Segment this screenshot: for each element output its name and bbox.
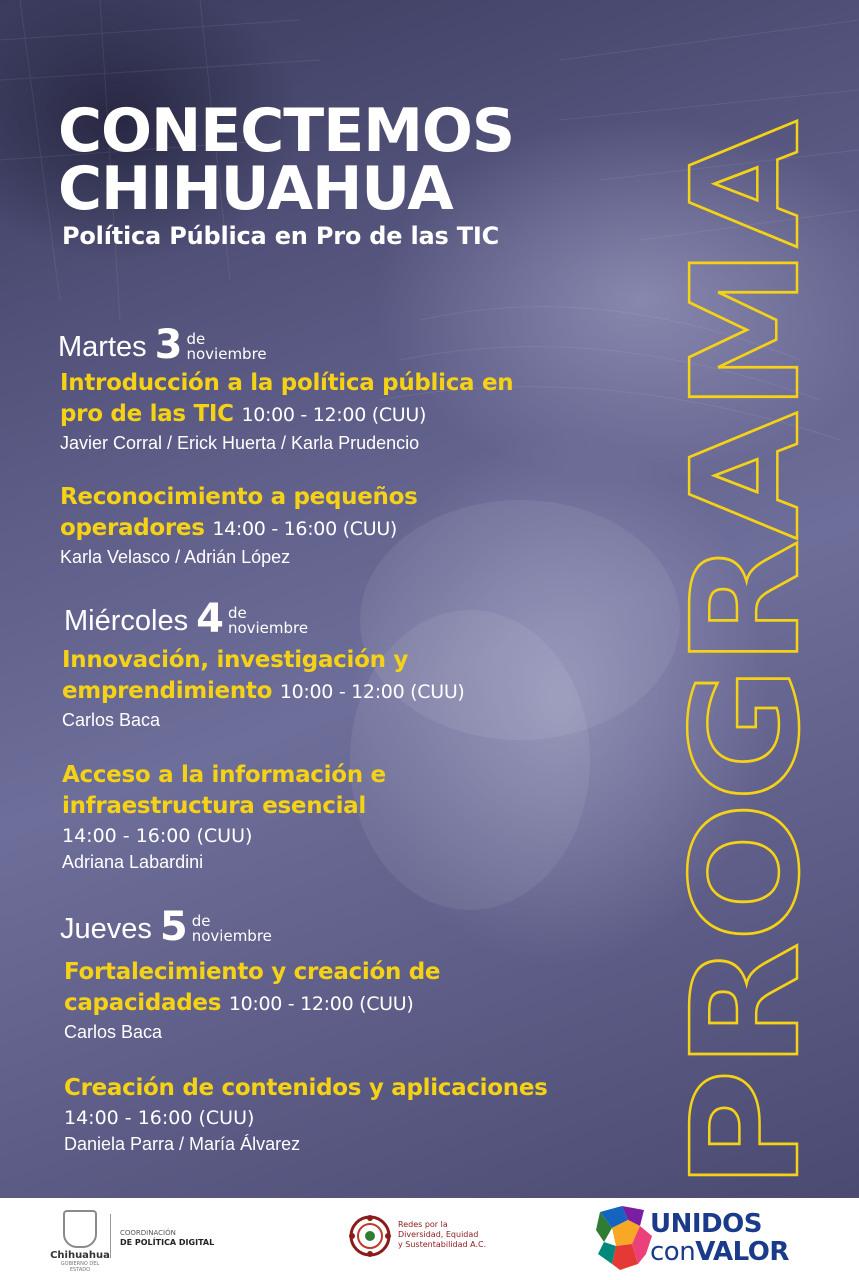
day-number: 4 xyxy=(196,596,224,642)
session-title-line: Reconocimiento a pequeños xyxy=(60,484,418,510)
page-subtitle: Política Pública en Pro de las TIC xyxy=(62,222,500,250)
session-title-line xyxy=(64,988,440,1020)
day-heading-martes xyxy=(58,322,267,368)
title-line-2: CHIHUAHUA xyxy=(58,154,453,224)
day-month xyxy=(228,606,308,638)
session-item xyxy=(64,957,440,1044)
session-item xyxy=(62,760,386,874)
day-month xyxy=(186,332,266,364)
session-title-line xyxy=(60,399,513,431)
day-name: Miércoles xyxy=(64,605,189,637)
chihuahua-logo xyxy=(50,1210,110,1273)
session-title-line: infraestructura esencial xyxy=(62,793,366,819)
session-time: 10:00 - 12:00 (CUU) xyxy=(228,993,414,1015)
coord-line-1: COORDINACIÓN xyxy=(120,1229,176,1237)
session-item xyxy=(64,1073,548,1156)
month-prefix: de xyxy=(191,912,211,930)
month-name: noviembre xyxy=(227,619,309,637)
session-item xyxy=(60,482,417,569)
session-item xyxy=(60,368,513,455)
session-speakers: Daniela Parra / María Álvarez xyxy=(64,1134,301,1154)
session-speakers: Carlos Baca xyxy=(62,710,161,730)
day-heading-jueves xyxy=(60,904,272,950)
unidos-line-2 xyxy=(650,1238,789,1266)
session-time: 14:00 - 16:00 (CUU) xyxy=(62,825,253,847)
footer-logos xyxy=(0,1198,859,1280)
month-prefix: de xyxy=(186,330,206,348)
chihuahua-sublabel: GOBIERNO DEL ESTADO xyxy=(60,1261,100,1273)
month-prefix: de xyxy=(227,604,247,622)
day-name: Martes xyxy=(58,331,147,363)
session-item xyxy=(62,645,465,732)
session-title-line: Creación de contenidos y aplicaciones xyxy=(64,1075,548,1101)
unidos-line-1: UNIDOS xyxy=(650,1209,762,1239)
session-speakers: Karla Velasco / Adrián López xyxy=(60,547,291,567)
redes-line-3: y Sustentabilidad A.C. xyxy=(398,1240,487,1249)
chihuahua-label: Chihuahua xyxy=(50,1250,110,1261)
logo-divider xyxy=(110,1214,111,1258)
coord-line-2: DE POLÍTICA DIGITAL xyxy=(120,1238,215,1247)
redes-line-1: Redes por la xyxy=(398,1220,448,1229)
session-time: 14:00 - 16:00 (CUU) xyxy=(212,518,398,540)
session-title-part: emprendimiento xyxy=(62,678,273,704)
session-time: 10:00 - 12:00 (CUU) xyxy=(279,681,465,703)
day-number: 5 xyxy=(159,904,188,950)
session-title-line: Introducción a la política pública en xyxy=(60,370,514,396)
session-title-line: Innovación, investigación y xyxy=(62,647,409,673)
session-speakers: Carlos Baca xyxy=(64,1022,163,1042)
redes-emblem-icon xyxy=(348,1214,392,1258)
month-name: noviembre xyxy=(186,345,267,363)
page-title xyxy=(58,96,515,224)
programa-vertical-word xyxy=(660,110,832,1200)
redes-line-2: Diversidad, Equidad xyxy=(398,1230,479,1239)
redes-label xyxy=(398,1220,486,1250)
day-number: 3 xyxy=(154,322,183,368)
month-name: noviembre xyxy=(191,927,272,945)
session-title-part: capacidades xyxy=(64,990,222,1016)
session-title-part: operadores xyxy=(60,515,205,541)
session-title-line: Acceso a la información e xyxy=(62,762,386,788)
session-title-line: Fortalecimiento y creación de xyxy=(64,959,441,985)
programa-text: PROGRAMA xyxy=(660,229,832,1190)
unidos-con: con xyxy=(650,1237,696,1267)
title-line-1: CONECTEMOS xyxy=(58,96,515,166)
session-title-line xyxy=(62,676,465,708)
day-month xyxy=(192,914,272,946)
day-heading-miercoles xyxy=(64,596,309,642)
unidos-wordmark xyxy=(650,1210,789,1266)
session-time: 14:00 - 16:00 (CUU) xyxy=(64,1107,255,1129)
day-name: Jueves xyxy=(60,913,152,945)
session-speakers: Javier Corral / Erick Huerta / Karla Prudencio xyxy=(60,433,420,453)
session-title-part: pro de las TIC xyxy=(60,401,234,427)
session-speakers: Adriana Labardini xyxy=(62,852,204,872)
coordinacion-label xyxy=(120,1228,214,1248)
shield-icon xyxy=(63,1210,97,1248)
session-time: 10:00 - 12:00 (CUU) xyxy=(241,404,427,426)
unidos-valor: VALOR xyxy=(695,1237,789,1267)
session-title-line xyxy=(60,513,417,545)
